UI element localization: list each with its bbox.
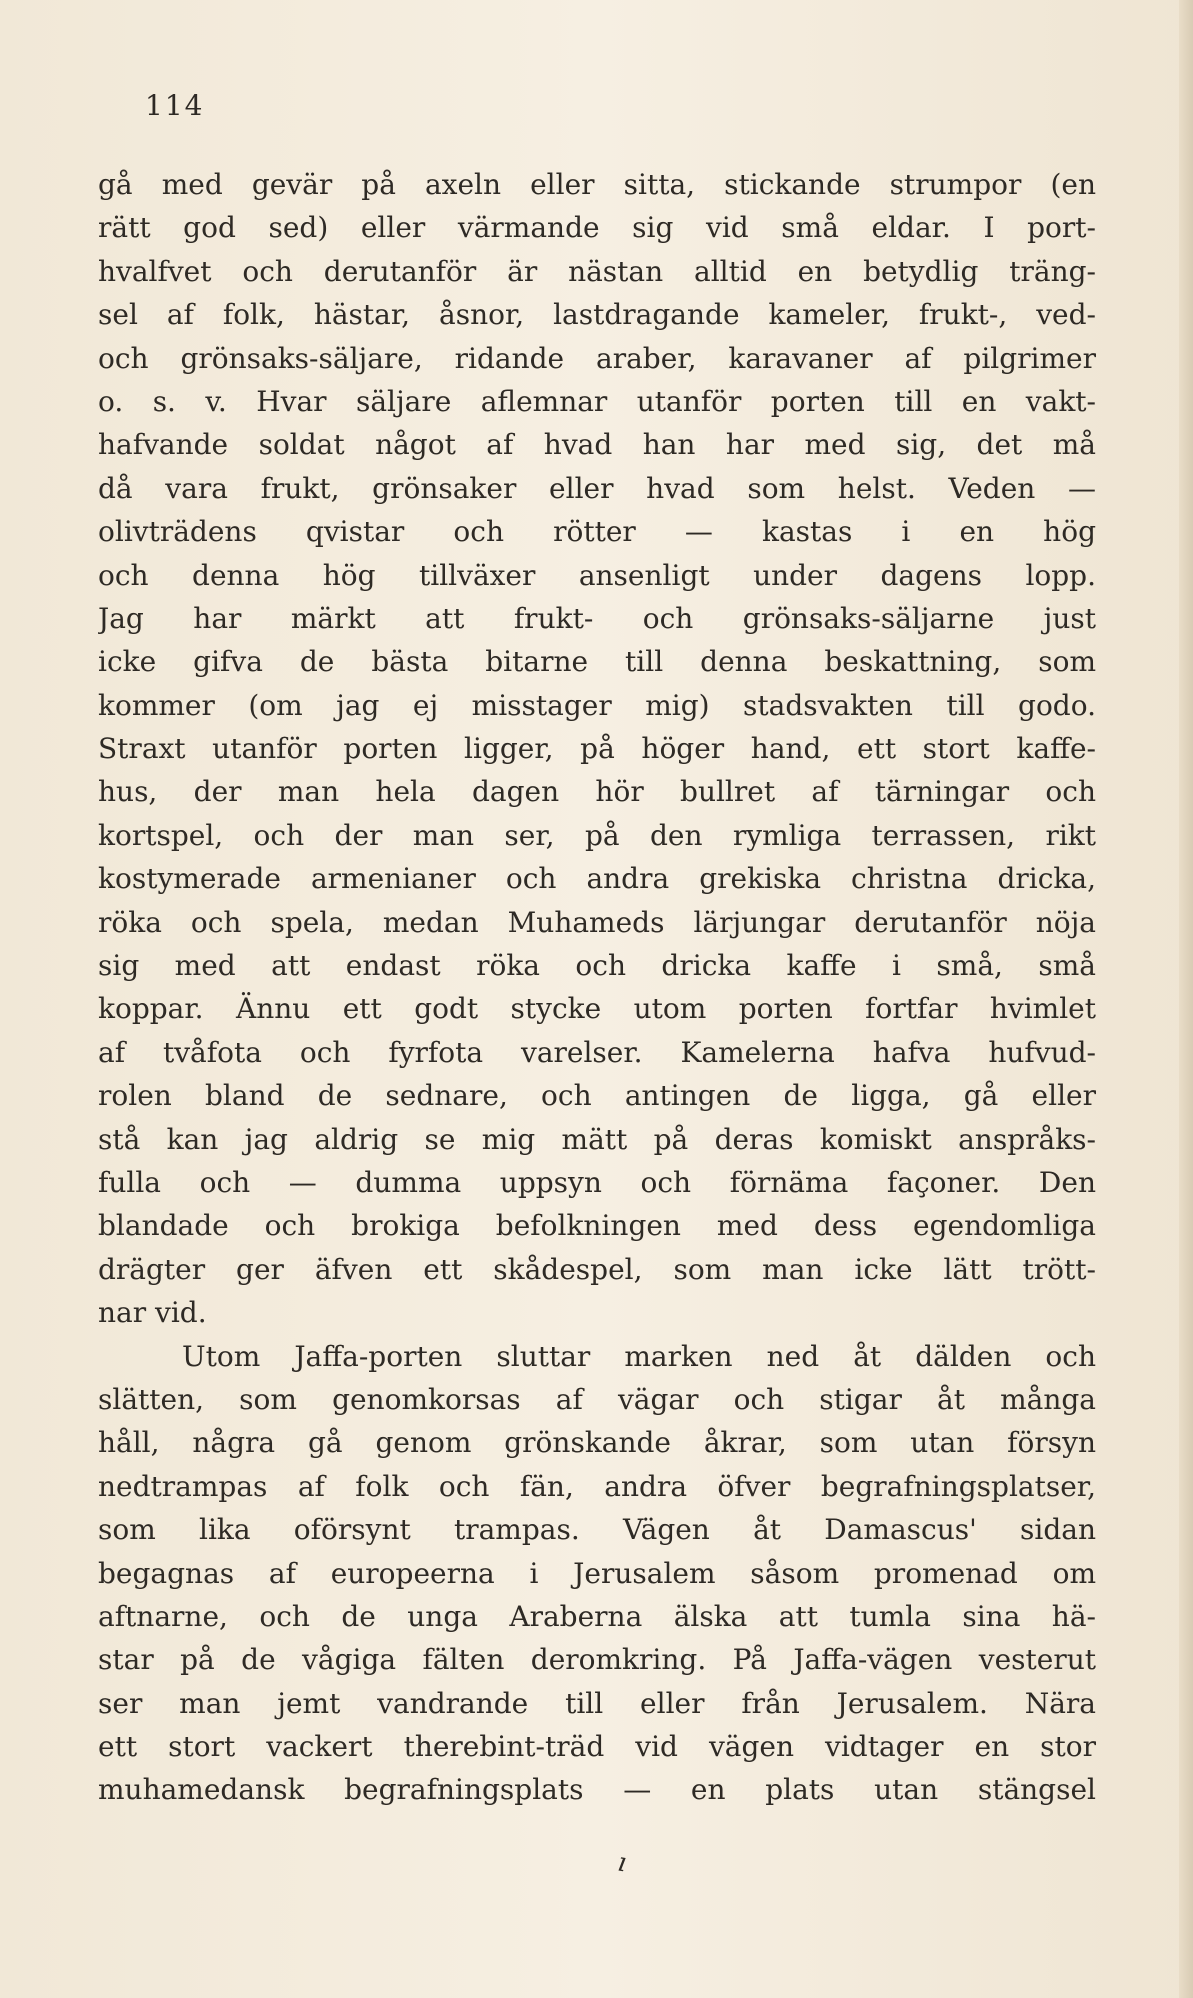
text-line: rätt god sed) eller värmande sig vid små eldar. I port- <box>98 211 1096 245</box>
text-line: sel af folk, hästar, åsnor, lastdragande kameler, frukt-, ved- <box>98 298 1096 332</box>
text-line: Jag har märkt att frukt- och grönsaks-säljarne just <box>98 601 1096 635</box>
text-line: icke gifva de bästa bitarne till denna beskattning, som <box>98 645 1096 679</box>
text-line: och grönsaks-säljare, ridande araber, karavaner af pilgrimer <box>98 341 1096 375</box>
text-line: o. s. v. Hvar säljare aflemnar utanför porten till en vakt- <box>98 384 1096 418</box>
text-line: hafvande soldat något af hvad han har med sig, det må <box>98 428 1096 462</box>
paragraph-start-line: Utom Jaffa-porten sluttar marken ned åt dälden och <box>182 1339 1096 1373</box>
page-edge <box>1179 0 1193 1998</box>
text-line: muhamedansk begrafningsplats — en plats utan stängsel <box>98 1773 1096 1807</box>
text-line: då vara frukt, grönsaker eller hvad som helst. Veden — <box>98 471 1096 505</box>
text-line: sig med att endast röka och dricka kaffe i små, små <box>98 949 1096 983</box>
text-line: ett stort vackert therebint-träd vid vägen vidtager en stor <box>98 1730 1096 1764</box>
text-line: gå med gevär på axeln eller sitta, stickande strumpor (en <box>98 168 1096 201</box>
text-line: blandade och brokiga befolkningen med dess egendomliga <box>98 1209 1096 1243</box>
text-line: röka och spela, medan Muhameds lärjungar derutanför nöja <box>98 905 1096 939</box>
text-line: kommer (om jag ej misstager mig) stadsvakten till godo. <box>98 688 1096 722</box>
text-line: och denna hög tillväxer ansenligt under dagens lopp. <box>98 558 1096 592</box>
stray-ink-mark: ı <box>615 1847 629 1879</box>
text-line: aftnarne, och de unga Araberna älska att tumla sina hä- <box>98 1599 1096 1633</box>
text-line: olivträdens qvistar och rötter — kastas i en hög <box>98 515 1096 549</box>
text-line: begagnas af europeerna i Jerusalem såsom promenad om <box>98 1556 1096 1590</box>
page-number: 114 <box>145 89 205 122</box>
text-line: hvalfvet och derutanför är nästan alltid en betydlig träng- <box>98 254 1096 288</box>
text-line: ser man jemt vandrande till eller från Jerusalem. Nära <box>98 1686 1096 1720</box>
text-line: hus, der man hela dagen hör bullret af tärningar och <box>98 775 1096 809</box>
text-line: koppar. Ännu ett godt stycke utom porten fortfar hvimlet <box>98 992 1096 1026</box>
text-line: star på de vågiga fälten deromkring. På Jaffa-vägen vesterut <box>98 1643 1096 1677</box>
text-line: drägter ger äfven ett skådespel, som man icke lätt trött- <box>98 1252 1096 1286</box>
body-text <box>98 163 1096 1812</box>
text-line: stå kan jag aldrig se mig mätt på deras komiskt anspråks- <box>98 1122 1096 1156</box>
text-line: kortspel, och der man ser, på den rymliga terrassen, rikt <box>98 818 1096 852</box>
text-line: som lika oförsynt trampas. Vägen åt Damascus' sidan <box>98 1513 1096 1547</box>
paragraph-end-line: nar vid. <box>98 1296 207 1330</box>
text-line: nedtrampas af folk och fän, andra öfver begrafningsplatser, <box>98 1469 1096 1503</box>
text-line: kostymerade armenianer och andra grekiska christna dricka, <box>98 862 1096 896</box>
text-line: rolen bland de sednare, och antingen de ligga, gå eller <box>98 1079 1096 1113</box>
text-line: Straxt utanför porten ligger, på höger hand, ett stort kaffe- <box>98 732 1096 766</box>
text-line: slätten, som genomkorsas af vägar och stigar åt många <box>98 1382 1096 1416</box>
text-line: af tvåfota och fyrfota varelser. Kamelerna hafva hufvud- <box>98 1035 1096 1069</box>
text-line: fulla och — dumma uppsyn och förnäma façoner. Den <box>98 1165 1096 1199</box>
text-line: håll, några gå genom grönskande åkrar, som utan försyn <box>98 1426 1096 1460</box>
